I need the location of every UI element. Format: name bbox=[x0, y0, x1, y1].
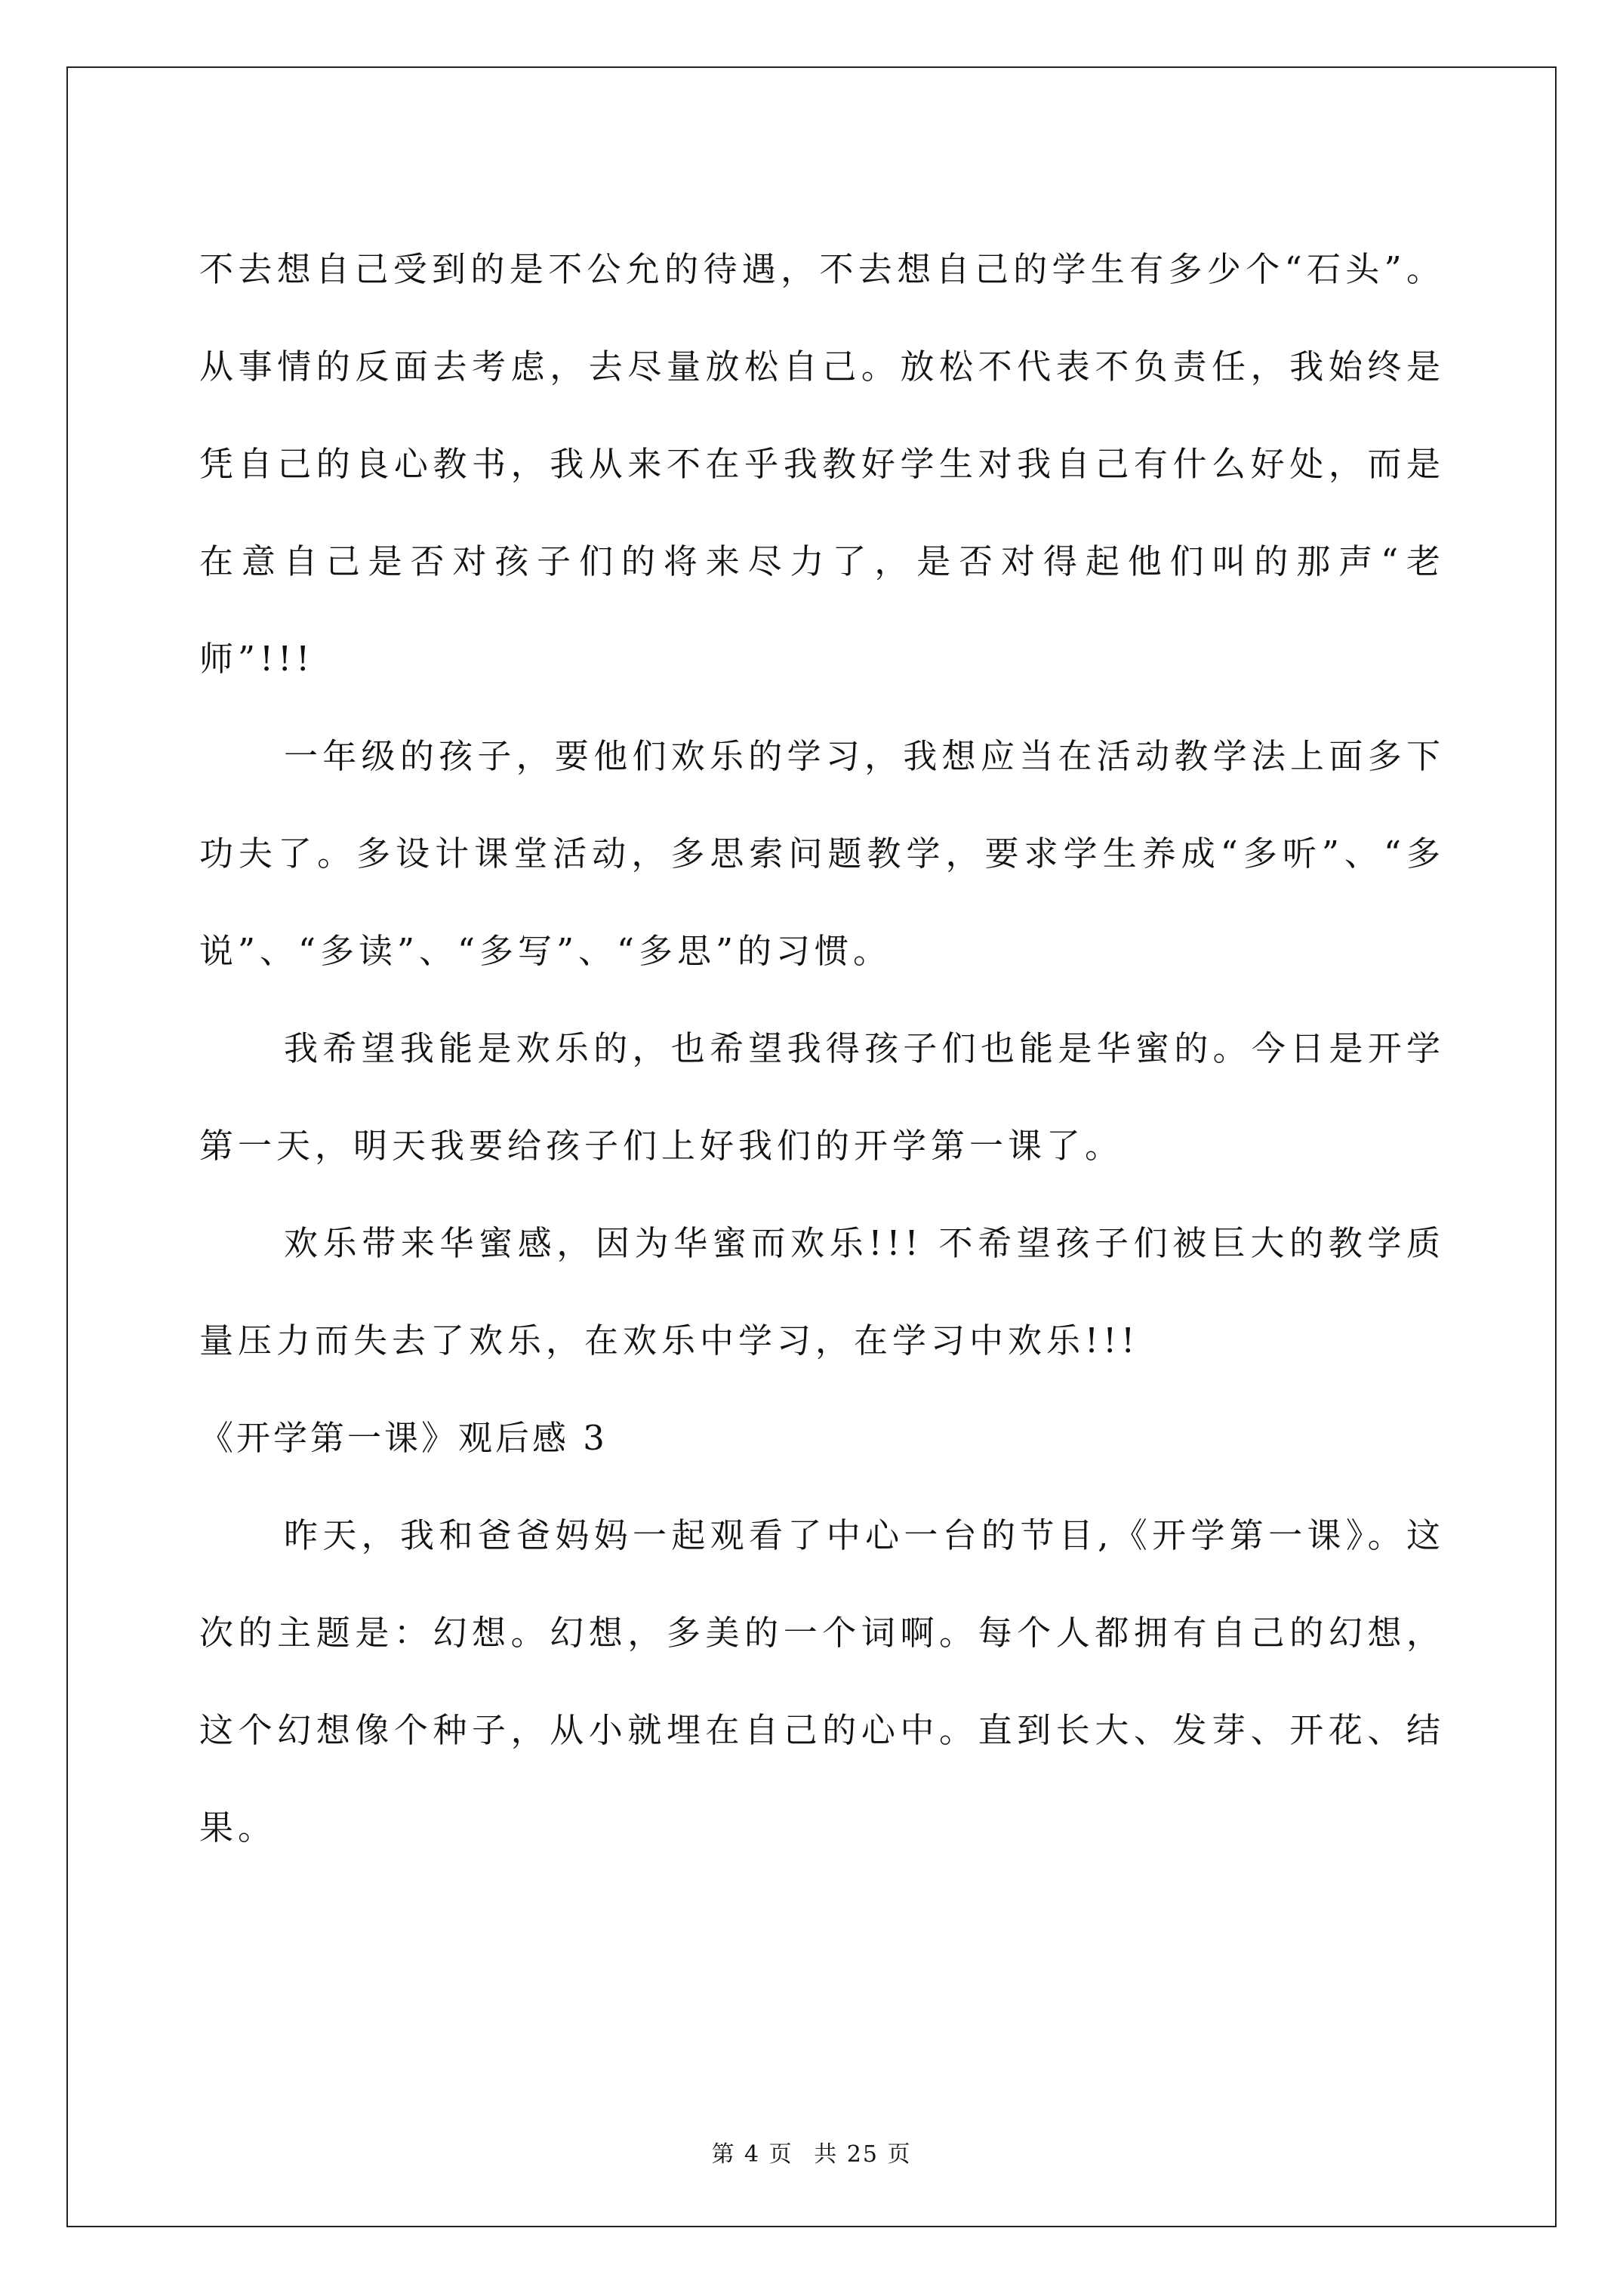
document-body bbox=[199, 220, 1445, 1876]
page-total: 共 25 页 bbox=[814, 2141, 912, 2168]
paragraph: 欢乐带来华蜜感，因为华蜜而欢乐!!! 不希望孩子们被巨大的教学质量压力而失去了欢乐，在欢乐中学习，在学习中欢乐!!! bbox=[199, 1223, 1445, 1361]
page-footer bbox=[0, 2135, 1623, 2168]
page-number: 第 4 页 bbox=[711, 2141, 793, 2168]
paragraph: 我希望我能是欢乐的，也希望我得孩子们也能是华蜜的。今日是开学第一天，明天我要给孩子们上好我们的开学第一课了。 bbox=[199, 1028, 1445, 1166]
paragraph: 昨天，我和爸爸妈妈一起观看了中心一台的节目,《开学第一课》。这次的主题是：幻想。幻想，多美的一个词啊。每个人都拥有自己的幻想，这个幻想像个种子，从小就埋在自己的心中。直到长大、发芽、开花、结果。 bbox=[199, 1515, 1445, 1848]
section-heading: 《开学第一课》观后感 3 bbox=[199, 1418, 608, 1458]
paragraph: 一年级的孩子，要他们欢乐的学习，我想应当在活动教学法上面多下功夫了。多设计课堂活动，多思索问题教学，要求学生养成“多听”、“多说”、“多读”、“多写”、“多思”的习惯。 bbox=[199, 736, 1445, 971]
paragraph-continuation: 不去想自己受到的是不公允的待遇，不去想自己的学生有多少个“石头”。从事情的反面去考虑，去尽量放松自己。放松不代表不负责任，我始终是凭自己的良心教书，我从来不在乎我教好学生对我自己有什么好处，而是在意自己是否对孩子们的将来尽力了，是否对得起他们叫的那声“老师”!!! bbox=[199, 249, 1445, 679]
